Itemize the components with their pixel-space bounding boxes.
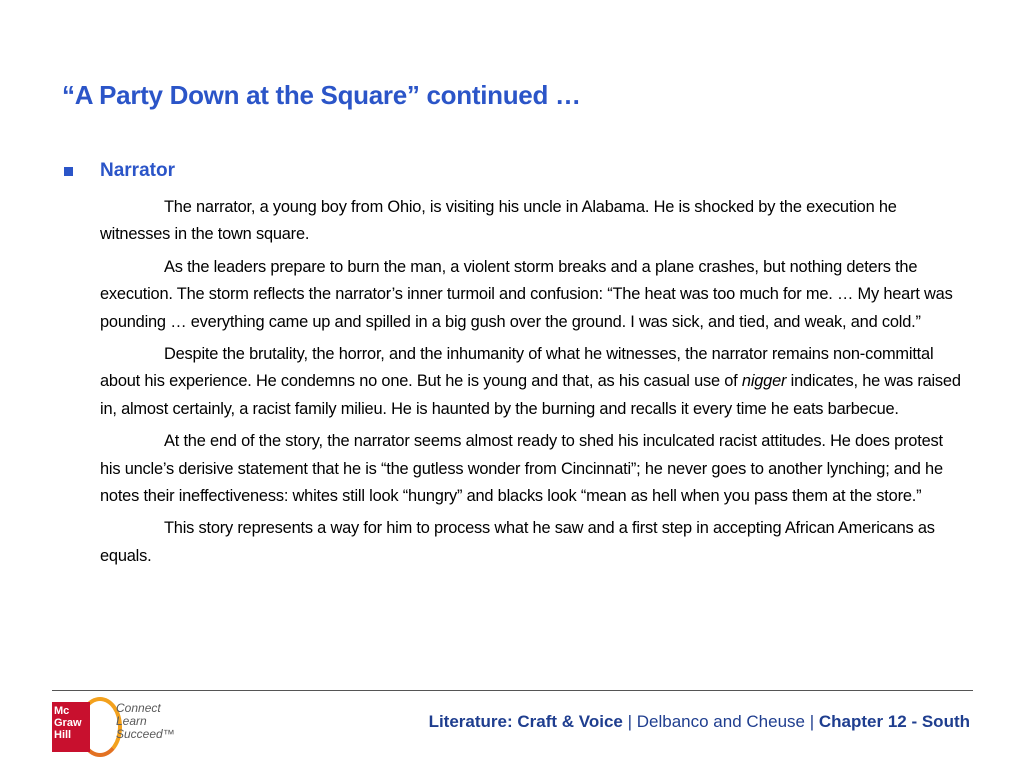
logo-mark-line: Graw xyxy=(54,717,82,729)
footer-divider xyxy=(52,690,973,691)
bullet-heading: Narrator xyxy=(100,160,175,181)
paragraph-2: As the leaders prepare to burn the man, a violent storm breaks and a plane crashes, but nothing deters the execution. The storm reflects the narrator’s inner turmoil and confusion: “The heat was too much for me. … My heart was pounding … everything came up and spilled in a big gush over the ground. I was sick, and tied, and weak, and cold.” xyxy=(100,257,953,331)
logo-mark-line: Mc xyxy=(54,705,70,717)
logo-tagline-line: Succeed™ xyxy=(116,727,175,741)
slide-body xyxy=(100,194,966,575)
bullet-narrator xyxy=(60,160,960,186)
logo-tagline-line: Learn xyxy=(116,714,147,728)
publisher-logo xyxy=(52,697,182,757)
paragraph-3-text-b: indicates, he was raised in, almost certainly, a racist family milieu. He is haunted by the burning and recalls it every time he eats barbecue. xyxy=(100,372,961,418)
logo-mark xyxy=(52,702,90,752)
logo-mark-line: Hill xyxy=(54,729,72,741)
square-bullet-icon xyxy=(64,167,73,176)
paragraph-1: The narrator, a young boy from Ohio, is visiting his uncle in Alabama. He is shocked by the execution he witnesses in the town square. xyxy=(100,198,897,244)
logo-tagline xyxy=(116,702,175,741)
footer-separator: | xyxy=(809,712,815,731)
paragraph-4: At the end of the story, the narrator seems almost ready to shed his inculcated racist attitudes. He does protest his uncle’s derisive statement that he is “the gutless wonder from Cincinnati”; he never goes to another lynching; and he notes their ineffectiveness: whites still look “hungry” and blacks look “mean as hell when you pass them at the store.” xyxy=(100,432,943,506)
paragraph-5: This story represents a way for him to process what he saw and a first step in accepting African Americans as equals. xyxy=(100,519,935,565)
italic-term: nigger xyxy=(741,372,787,391)
footer-citation xyxy=(429,712,970,732)
footer-book-title: Literature: Craft & Voice xyxy=(428,712,623,731)
footer-chapter: Chapter 12 - South xyxy=(818,712,970,731)
paragraph-3 xyxy=(100,341,966,423)
footer-separator: | xyxy=(627,712,633,731)
paragraph-3-text-a: Despite the brutality, the horror, and the inhumanity of what he witnesses, the narrator remains non-committal about his experience. He condemns no one. But he is young and that, as his casual use of xyxy=(100,345,934,391)
slide-title: “A Party Down at the Square” continued … xyxy=(62,80,581,110)
logo-tagline-line: Connect xyxy=(116,701,161,715)
footer-authors: Delbanco and Cheuse xyxy=(636,712,805,731)
